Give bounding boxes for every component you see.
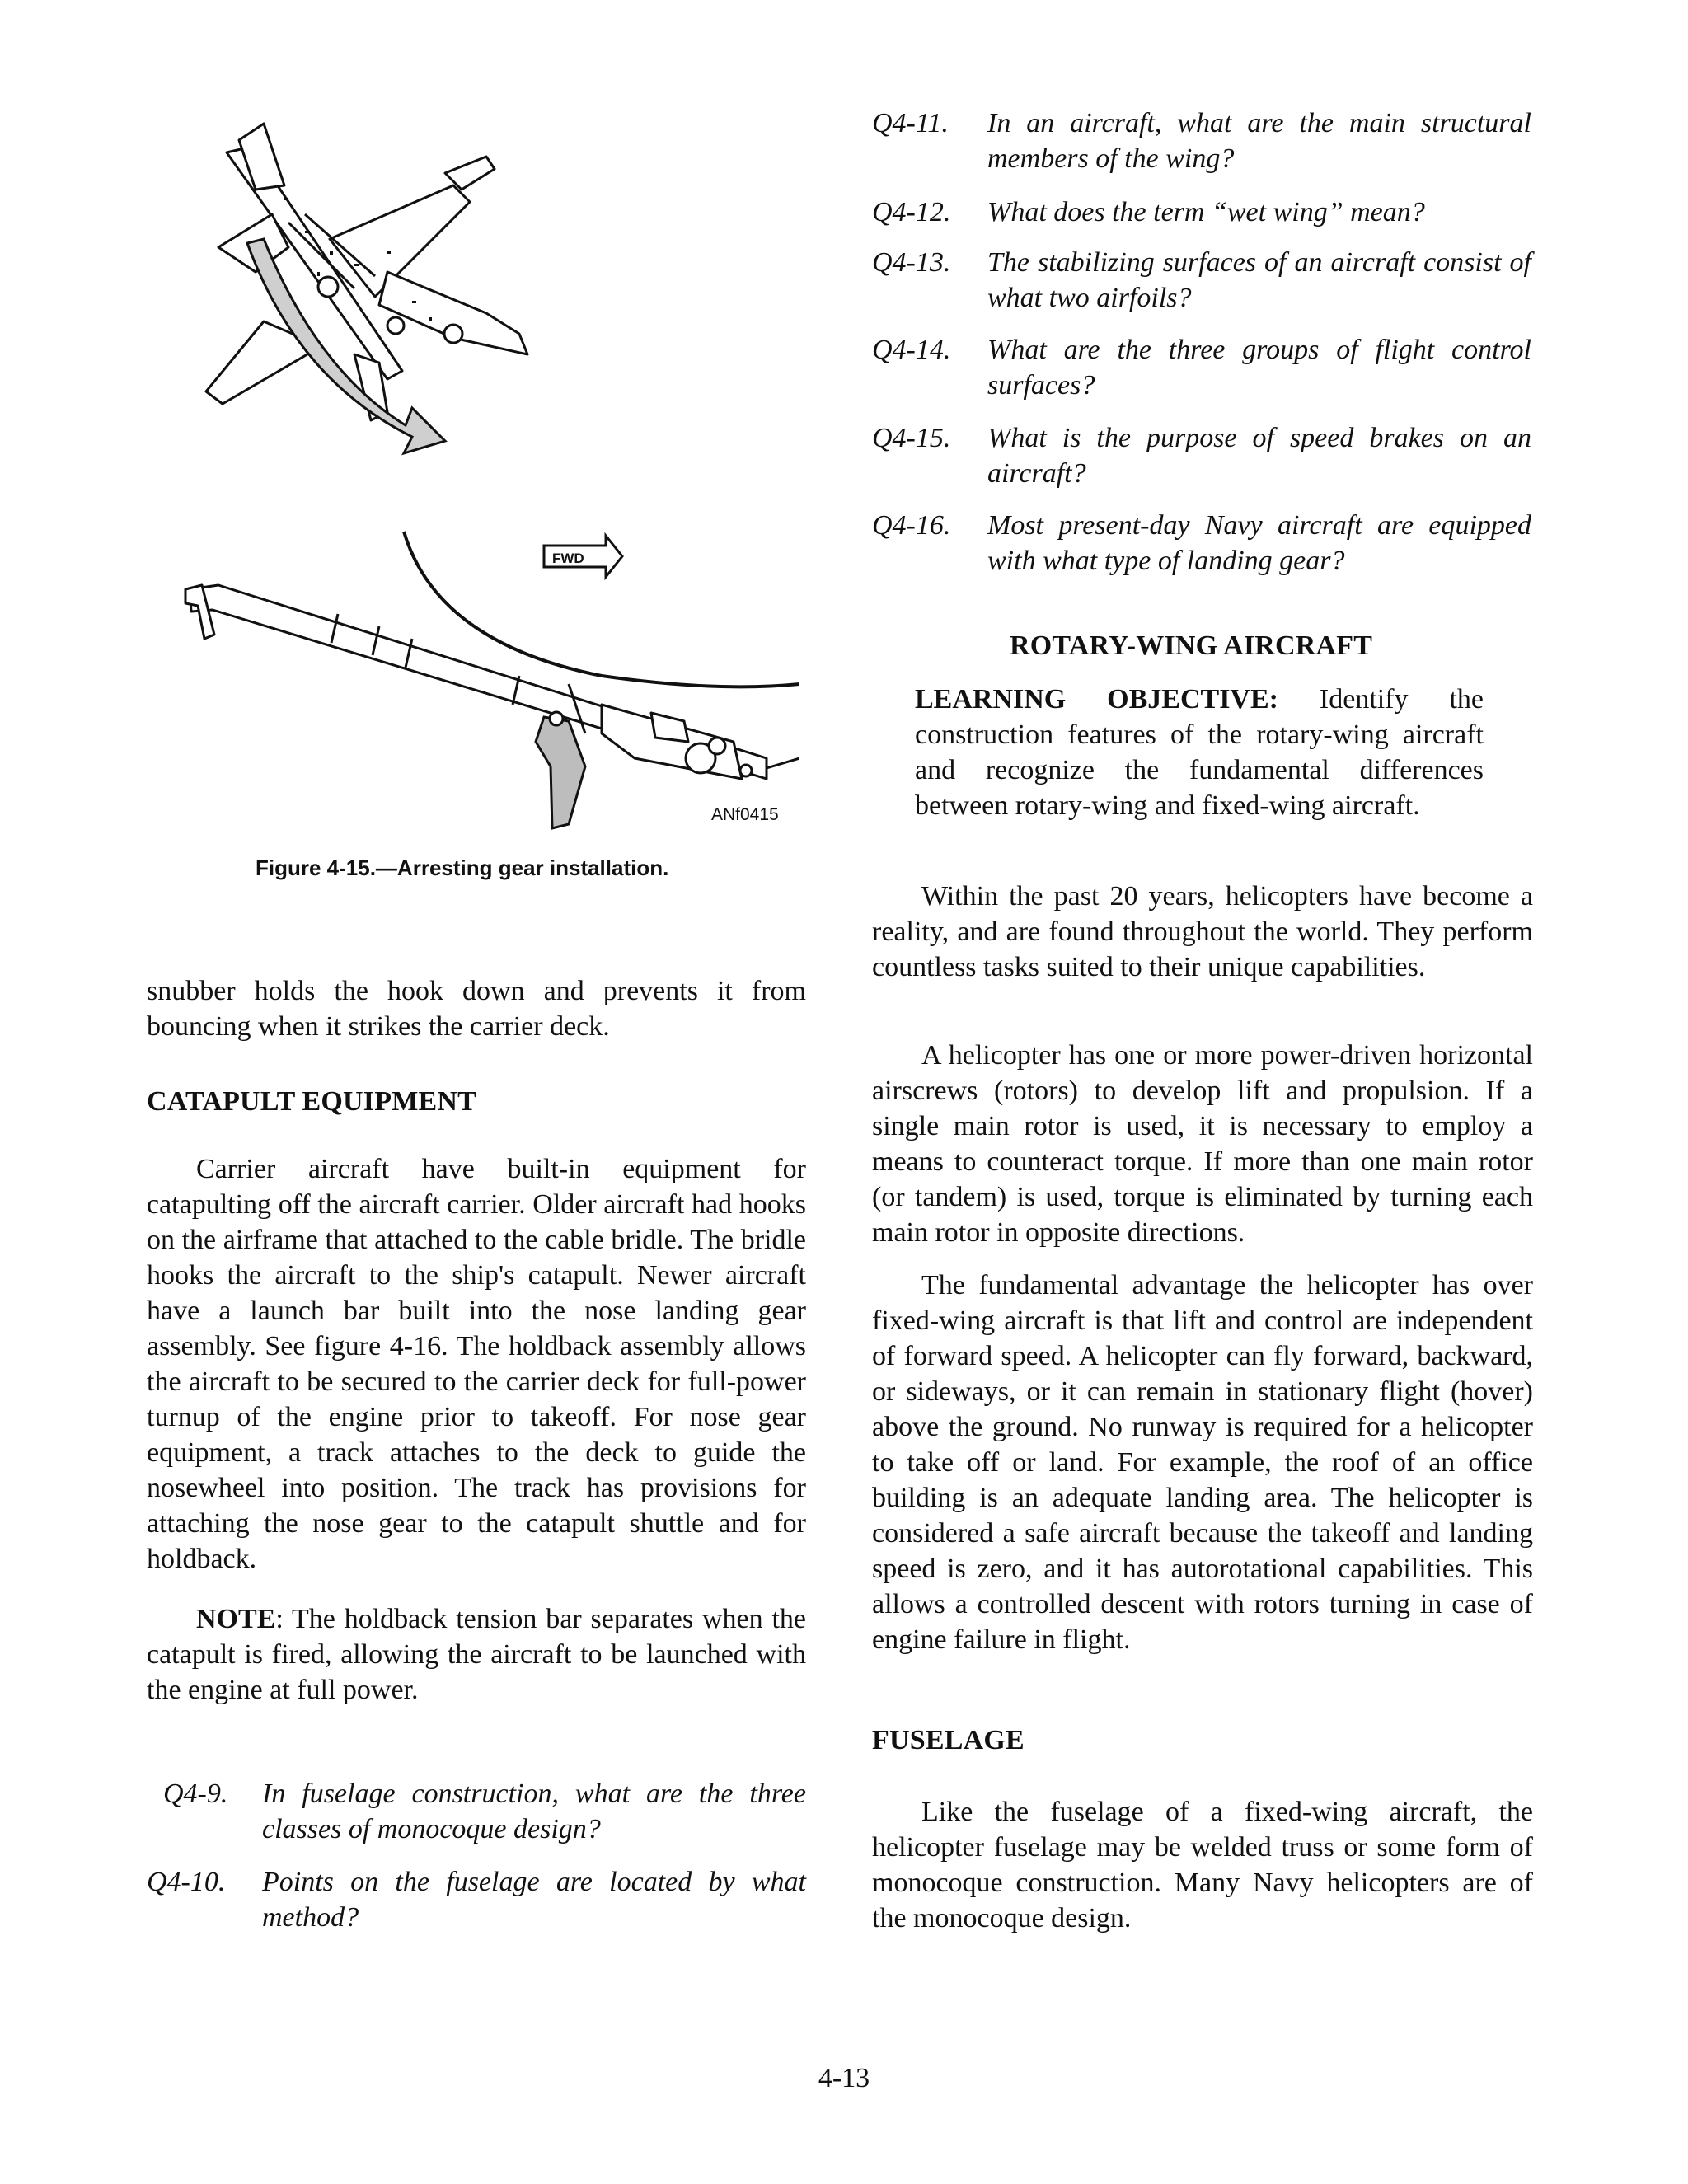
fwd-label: FWD (552, 551, 584, 566)
question-q4-9 (163, 1776, 806, 1847)
heading-fuselage: FUSELAGE (872, 1725, 1025, 1755)
question-number: Q4-11. (872, 108, 949, 138)
question-q4-13 (872, 245, 1531, 316)
figure-arresting-gear (140, 107, 799, 865)
question-q4-16 (872, 508, 1531, 579)
objective-text: Identify the construction features of the rotary-wing aircraft and recognize the fundamental differences between rotary-wing and fixed-wing aircraft. (915, 684, 1484, 821)
question-q4-10 (147, 1864, 806, 1935)
note-label: NOTE (196, 1604, 276, 1634)
question-number: Q4-12. (872, 197, 951, 227)
para-fuselage: Like the fuselage of a fixed-wing aircraft, the helicopter fuselage may be welded truss or some form of monocoque construction. Many Navy helicopters are of the monocoque design. (872, 1797, 1533, 1933)
para-catapult: Carrier aircraft have built-in equipment for catapulting off the aircraft carrier. Older aircraft had hooks on the airframe that attached to the cable bridle. The bridle hooks the aircraft to the ship's catapult. Newer aircraft have a launch bar built into the nose landing gear assembly. See figure 4-16. The holdback assembly allows the aircraft to be secured to the carrier deck for full-power turnup of the engine prior to takeoff. For nose gear equipment, a track attaches to the deck to guide the nosewheel into position. The track has provisions for attaching the nose gear to the catapult shuttle and for holdback. (147, 1154, 806, 1574)
para-snubber: snubber holds the hook down and prevents it from bouncing when it strikes the carrier deck. (147, 976, 806, 1042)
aircraft-illustration (140, 107, 799, 865)
learning-objective (915, 682, 1484, 823)
para-rotary-1: Within the past 20 years, helicopters have become a reality, and are found throughout the world. They perform countless tasks suited to their unique capabilities. (872, 881, 1533, 982)
question-number: Q4-14. (872, 335, 951, 365)
question-text: What does the term “wet wing” mean? (987, 197, 1425, 227)
heading-rotary-wing-aircraft: ROTARY-WING AIRCRAFT (1010, 630, 1373, 661)
question-number: Q4-15. (872, 423, 951, 453)
heading-catapult-equipment: CATAPULT EQUIPMENT (147, 1086, 477, 1117)
question-q4-15 (872, 420, 1531, 491)
note-text: : The holdback tension bar separates when the catapult is fired, allowing the aircraft to be launched with the engine at full power. (147, 1604, 806, 1705)
question-q4-11 (872, 105, 1531, 176)
objective-label: LEARNING OBJECTIVE: (915, 684, 1278, 715)
question-text: Points on the fuselage are located by what method? (262, 1867, 806, 1933)
question-q4-12 (872, 194, 1531, 230)
para-rotary-2: A helicopter has one or more power-driven horizontal airscrews (rotors) to develop lift and propulsion. If a single main rotor is used, it is necessary to employ a means to counteract torque. If more than one main rotor (or tandem) is used, torque is eliminated by turning each main rotor in opposite directions. (872, 1040, 1533, 1248)
question-number: Q4-9. (163, 1779, 228, 1809)
para-note (147, 1601, 806, 1708)
question-text: Most present-day Navy aircraft are equipped with what type of landing gear? (987, 510, 1531, 576)
question-text: What is the purpose of speed brakes on an aircraft? (987, 423, 1531, 489)
question-number: Q4-10. (147, 1867, 226, 1897)
page-number: 4-13 (818, 2063, 870, 2093)
question-number: Q4-13. (872, 247, 951, 278)
figure-ref-id: ANf0415 (711, 805, 779, 824)
question-q4-14 (872, 332, 1531, 403)
question-text: In fuselage construction, what are the three classes of monocoque design? (262, 1779, 806, 1844)
figure-caption: Figure 4-15.—Arresting gear installation. (256, 855, 669, 880)
question-number: Q4-16. (872, 510, 951, 541)
question-text: What are the three groups of flight control surfaces? (987, 335, 1531, 401)
question-text: In an aircraft, what are the main structural members of the wing? (987, 108, 1531, 174)
question-text: The stabilizing surfaces of an aircraft consist of what two airfoils? (987, 247, 1531, 313)
para-rotary-3: The fundamental advantage the helicopter has over fixed-wing aircraft is that lift and control are independent of forward speed. A helicopter can fly forward, backward, or sideways, or it can remain in stationary flight (hover) above the ground. No runway is required for a helicopter to take off or land. For example, the roof of an office building is an adequate landing area. The helicopter is considered a safe aircraft because the takeoff and landing speed is zero, and it has autorotational capabilities. This allows a controlled descent with rotors turning in case of engine failure in flight. (872, 1270, 1533, 1655)
